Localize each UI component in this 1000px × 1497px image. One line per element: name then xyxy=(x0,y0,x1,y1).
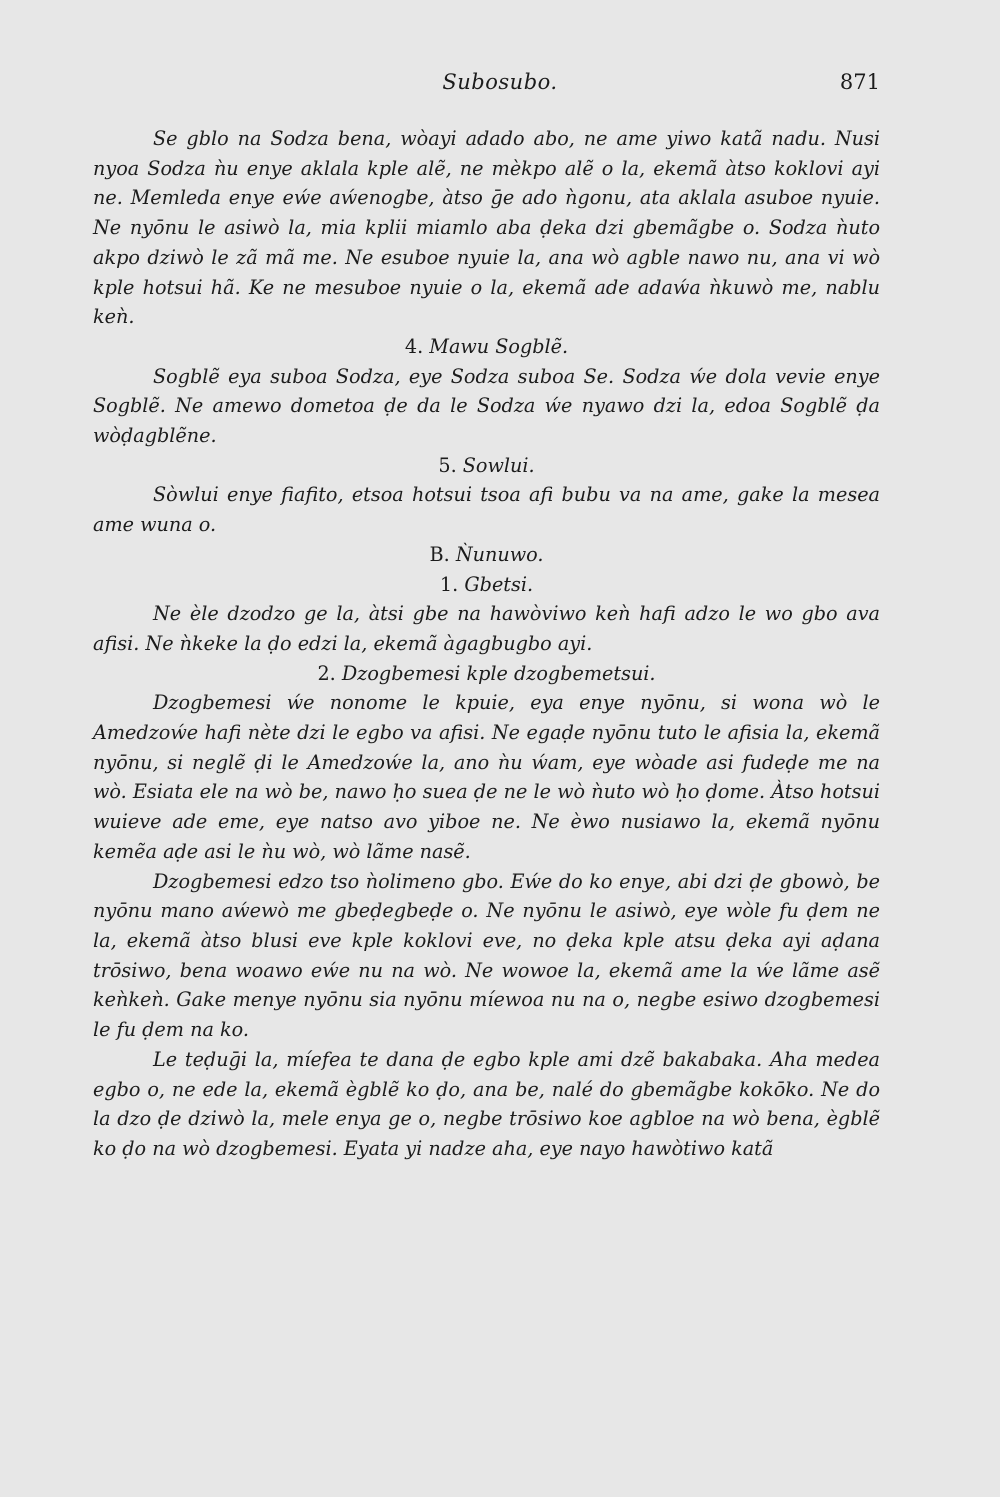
page-number: 871 xyxy=(839,70,880,94)
section-number: 1. xyxy=(439,572,459,596)
section-number: 4. xyxy=(404,334,424,358)
section-heading xyxy=(93,332,880,362)
section-title: Mawu Sogblẽ. xyxy=(429,334,569,358)
section-title: Sowlui. xyxy=(462,453,535,477)
section-heading xyxy=(93,659,880,689)
page-body xyxy=(93,124,880,1164)
paragraph: Le teḍuḡi la, míefea te dana ḍe egbo kple ami dzẽ bakabaka. Aha medea egbo o, ne ede la, ekemã ègblẽ ko ḍo, ana be, nalé do gbemãgbe kokōko. Ne do la dzo ḍe dziwò la, mele enya ge o, negbe trōsiwo koe agbloe na wò bena, ègblẽ ko ḍo na wò dzogbemesi. Eyata yi nadze aha, eye nayo hawòtiwo katã xyxy=(93,1047,880,1160)
chapter-heading xyxy=(93,540,880,570)
section-heading xyxy=(93,451,880,481)
paragraph: Sòwlui enye fiafito, etsoa hotsui tsoa afi bubu va na ame, gake la mesea ame wuna o. xyxy=(93,483,880,537)
paragraph: Sogblẽ eya suboa Sodza, eye Sodza suboa Se. Sodza ẃe dola vevie enye Sogblẽ. Ne amewo dometoa ḍe da le Sodza ẃe nyawo dzi la, edoa Sogblẽ ḍa wòḍagblẽne. xyxy=(93,364,880,448)
paragraph: Dzogbemesi ẃe nonome le kpuie, eya enye nyōnu, si wona wò le Amedzoẃe hafi nète dzi le egbo va afisi. Ne egaḍe nyōnu tuto le afisia la, ekemã nyōnu, si neglẽ ḍi le Amedzoẃe la, ano ǹu ẃam, eye wòade asi fudeḍe me na wò. Esiata ele na wò be, nawo ḥo suea ḍe ne le wò ǹuto wò ḥo ḍome. Àtso hotsui wuieve ade eme, eye natso avo yiboe ne. Ne èwo nusiawo la, ekemã nyōnu kemẽa aḍe asi le ǹu wò, wò lãme nasẽ. xyxy=(93,691,880,863)
paragraph: Se gblo na Sodza bena, wòayi adado abo, ne ame yiwo katã nadu. Nusi nyoa Sodza ǹu enye aklala kple alẽ, ne mèkpo alẽ o la, ekemã àtso koklovi ayi ne. Memleda enye eẃe aẃenogbe, àtso ḡe ado ǹgonu, ata aklala asuboe nyuie. Ne nyōnu le asiwò la, mia kplii miamlo aba ḍeka dzi gbemãgbe o. Sodza ǹuto akpo dziwò le zã mã me. Ne esuboe nyuie la, ana wò agble nawo nu, ana vi wò kple hotsui hã. Ke ne mesuboe nyuie o la, ekemã ade adaẃa ǹkuwò me, nablu keǹ. xyxy=(93,127,880,329)
section-number: 2. xyxy=(317,661,336,685)
section-title: Dzogbemesi kple dzogbemetsui. xyxy=(341,661,656,685)
section-number: B. xyxy=(429,542,450,566)
section-title: Ǹunuwo. xyxy=(455,542,544,566)
running-header: Subosubo. xyxy=(442,70,558,94)
section-heading xyxy=(93,570,880,600)
paragraph: Ne èle dzodzo ge la, àtsi gbe na hawòviwo keǹ hafi adzo le wo gbo ava afisi. Ne ǹkeke la ḍo edzi la, ekemã àgagbugbo ayi. xyxy=(93,602,880,655)
section-title: Gbetsi. xyxy=(464,572,534,596)
section-number: 5. xyxy=(438,453,457,477)
paragraph: Dzogbemesi edzo tso ǹolimeno gbo. Eẃe do ko enye, abi dzi ḍe gbowò, be nyōnu mano aẃewò me gbeḍegbeḍe o. Ne nyōnu le asiwò, eye wòle fu ḍem ne la, ekemã àtso blusi eve kple koklovi eve, no ḍeka kple atsu ḍeka ayi aḍana trōsiwo, bena woawo eẃe nu na wò. Ne wowoe la, ekemã ame la ẃe lãme asẽ keǹkeǹ. Gake menye nyōnu sia nyōnu míewoa nu na o, negbe esiwo dzogbemesi le fu ḍem na ko. xyxy=(93,869,880,1042)
